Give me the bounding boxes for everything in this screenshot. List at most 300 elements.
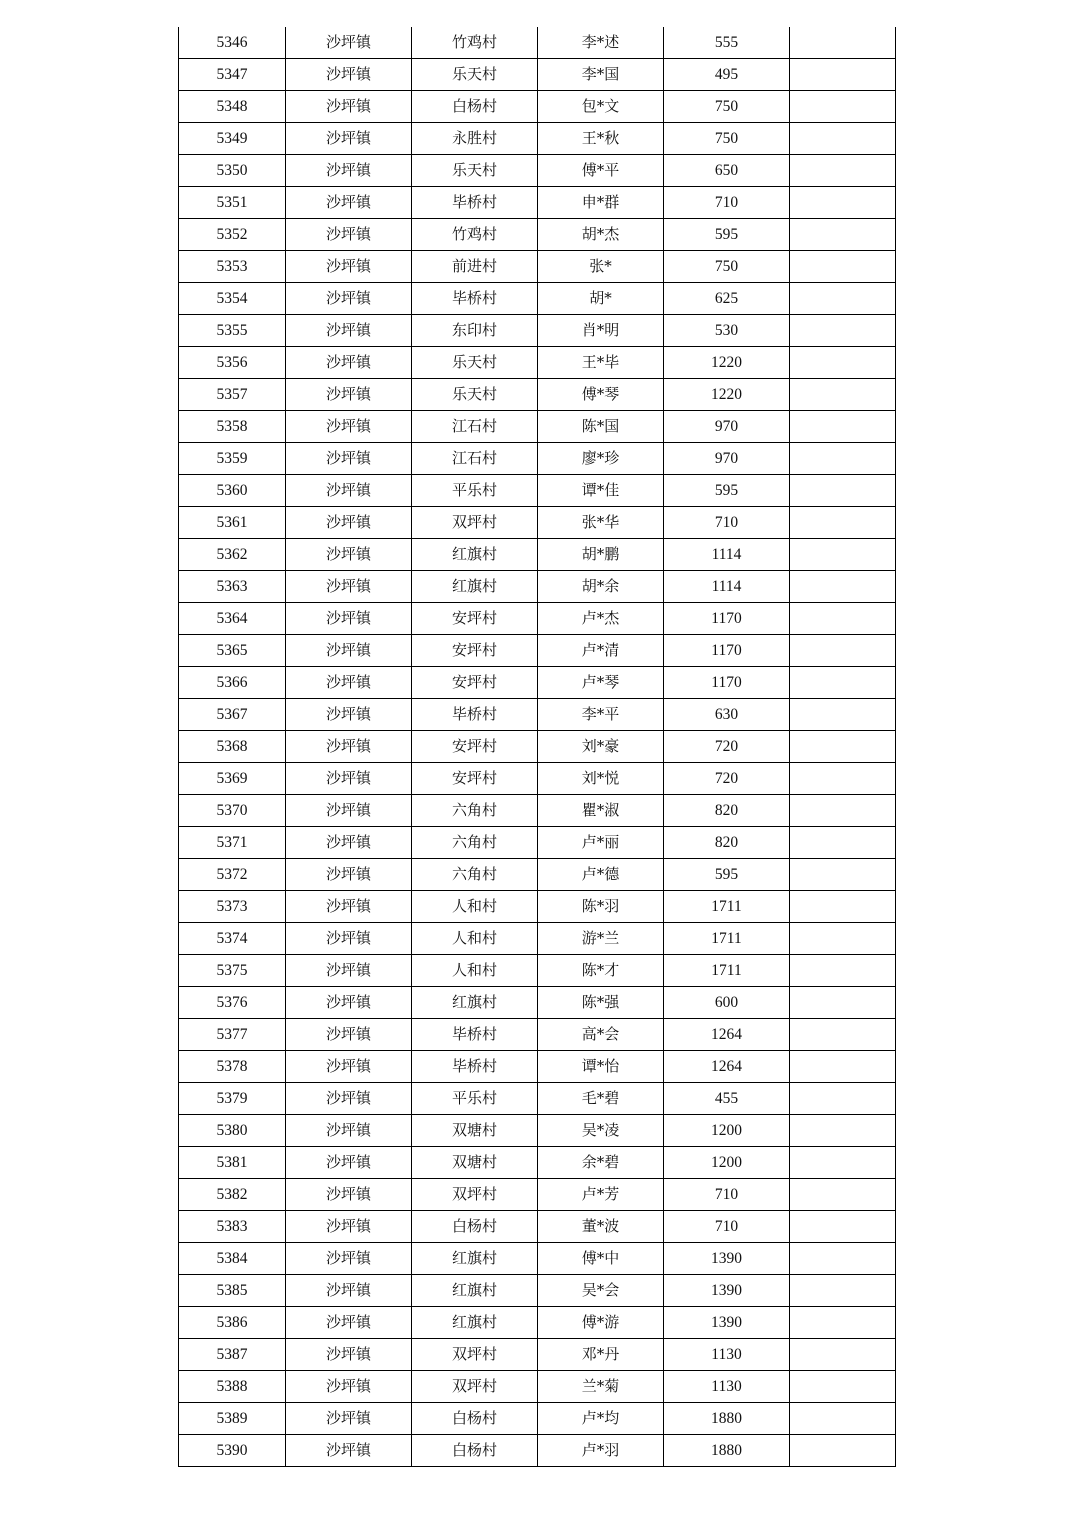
note-cell xyxy=(790,667,896,699)
note-cell xyxy=(790,315,896,347)
table-body xyxy=(179,27,896,1467)
person-name-cell: 胡*杰 xyxy=(538,219,664,251)
person-name-cell: 李*国 xyxy=(538,59,664,91)
person-name-cell: 张* xyxy=(538,251,664,283)
amount-cell: 495 xyxy=(664,59,790,91)
person-name-cell: 瞿*淑 xyxy=(538,795,664,827)
row-number-cell: 5373 xyxy=(179,891,286,923)
table-row xyxy=(179,1147,896,1179)
table-row xyxy=(179,187,896,219)
row-number-cell: 5383 xyxy=(179,1211,286,1243)
village-cell: 六角村 xyxy=(412,859,538,891)
person-name-cell: 李*平 xyxy=(538,699,664,731)
person-name-cell: 吴*凌 xyxy=(538,1115,664,1147)
village-cell: 乐天村 xyxy=(412,347,538,379)
village-cell: 东印村 xyxy=(412,315,538,347)
person-name-cell: 董*波 xyxy=(538,1211,664,1243)
amount-cell: 970 xyxy=(664,443,790,475)
note-cell xyxy=(790,379,896,411)
person-name-cell: 余*碧 xyxy=(538,1147,664,1179)
table-row xyxy=(179,571,896,603)
town-cell: 沙坪镇 xyxy=(286,539,412,571)
table-row xyxy=(179,1403,896,1435)
table-row xyxy=(179,827,896,859)
note-cell xyxy=(790,59,896,91)
table-row xyxy=(179,155,896,187)
village-cell: 红旗村 xyxy=(412,987,538,1019)
town-cell: 沙坪镇 xyxy=(286,507,412,539)
table-row xyxy=(179,1275,896,1307)
note-cell xyxy=(790,155,896,187)
note-cell xyxy=(790,571,896,603)
row-number-cell: 5374 xyxy=(179,923,286,955)
row-number-cell: 5376 xyxy=(179,987,286,1019)
note-cell xyxy=(790,1211,896,1243)
town-cell: 沙坪镇 xyxy=(286,571,412,603)
table-row xyxy=(179,123,896,155)
village-cell: 永胜村 xyxy=(412,123,538,155)
table-row xyxy=(179,539,896,571)
table-row xyxy=(179,1179,896,1211)
person-name-cell: 包*文 xyxy=(538,91,664,123)
table-row xyxy=(179,443,896,475)
village-cell: 竹鸡村 xyxy=(412,27,538,59)
village-cell: 红旗村 xyxy=(412,1307,538,1339)
note-cell xyxy=(790,1371,896,1403)
row-number-cell: 5360 xyxy=(179,475,286,507)
note-cell xyxy=(790,1115,896,1147)
village-cell: 平乐村 xyxy=(412,475,538,507)
town-cell: 沙坪镇 xyxy=(286,891,412,923)
amount-cell: 1200 xyxy=(664,1147,790,1179)
amount-cell: 1711 xyxy=(664,891,790,923)
town-cell: 沙坪镇 xyxy=(286,315,412,347)
person-name-cell: 胡*鹏 xyxy=(538,539,664,571)
person-name-cell: 傅*平 xyxy=(538,155,664,187)
amount-cell: 1114 xyxy=(664,571,790,603)
village-cell: 人和村 xyxy=(412,923,538,955)
note-cell xyxy=(790,603,896,635)
person-name-cell: 陈*国 xyxy=(538,411,664,443)
amount-cell: 1390 xyxy=(664,1243,790,1275)
document-page xyxy=(178,27,895,1467)
amount-cell: 555 xyxy=(664,27,790,59)
person-name-cell: 吴*会 xyxy=(538,1275,664,1307)
town-cell: 沙坪镇 xyxy=(286,347,412,379)
amount-cell: 595 xyxy=(664,219,790,251)
village-cell: 竹鸡村 xyxy=(412,219,538,251)
amount-cell: 750 xyxy=(664,251,790,283)
town-cell: 沙坪镇 xyxy=(286,1019,412,1051)
amount-cell: 1170 xyxy=(664,635,790,667)
row-number-cell: 5349 xyxy=(179,123,286,155)
town-cell: 沙坪镇 xyxy=(286,219,412,251)
amount-cell: 630 xyxy=(664,699,790,731)
person-name-cell: 谭*佳 xyxy=(538,475,664,507)
records-table xyxy=(178,27,896,1467)
town-cell: 沙坪镇 xyxy=(286,1243,412,1275)
town-cell: 沙坪镇 xyxy=(286,731,412,763)
row-number-cell: 5390 xyxy=(179,1435,286,1467)
row-number-cell: 5365 xyxy=(179,635,286,667)
row-number-cell: 5352 xyxy=(179,219,286,251)
table-row xyxy=(179,347,896,379)
table-row xyxy=(179,219,896,251)
village-cell: 红旗村 xyxy=(412,1243,538,1275)
note-cell xyxy=(790,1275,896,1307)
village-cell: 双坪村 xyxy=(412,1179,538,1211)
village-cell: 安坪村 xyxy=(412,667,538,699)
town-cell: 沙坪镇 xyxy=(286,187,412,219)
town-cell: 沙坪镇 xyxy=(286,1275,412,1307)
village-cell: 白杨村 xyxy=(412,91,538,123)
village-cell: 双塘村 xyxy=(412,1115,538,1147)
note-cell xyxy=(790,475,896,507)
person-name-cell: 傅*游 xyxy=(538,1307,664,1339)
amount-cell: 1390 xyxy=(664,1307,790,1339)
note-cell xyxy=(790,507,896,539)
note-cell xyxy=(790,923,896,955)
note-cell xyxy=(790,411,896,443)
town-cell: 沙坪镇 xyxy=(286,1435,412,1467)
table-row xyxy=(179,411,896,443)
person-name-cell: 高*会 xyxy=(538,1019,664,1051)
note-cell xyxy=(790,635,896,667)
village-cell: 江石村 xyxy=(412,411,538,443)
person-name-cell: 李*述 xyxy=(538,27,664,59)
town-cell: 沙坪镇 xyxy=(286,411,412,443)
note-cell xyxy=(790,251,896,283)
village-cell: 毕桥村 xyxy=(412,699,538,731)
village-cell: 安坪村 xyxy=(412,763,538,795)
town-cell: 沙坪镇 xyxy=(286,1115,412,1147)
row-number-cell: 5363 xyxy=(179,571,286,603)
town-cell: 沙坪镇 xyxy=(286,1403,412,1435)
table-row xyxy=(179,603,896,635)
village-cell: 白杨村 xyxy=(412,1435,538,1467)
table-row xyxy=(179,1435,896,1467)
amount-cell: 1200 xyxy=(664,1115,790,1147)
person-name-cell: 游*兰 xyxy=(538,923,664,955)
town-cell: 沙坪镇 xyxy=(286,443,412,475)
amount-cell: 720 xyxy=(664,763,790,795)
table-row xyxy=(179,923,896,955)
town-cell: 沙坪镇 xyxy=(286,827,412,859)
row-number-cell: 5354 xyxy=(179,283,286,315)
village-cell: 安坪村 xyxy=(412,731,538,763)
table-row xyxy=(179,379,896,411)
amount-cell: 1114 xyxy=(664,539,790,571)
amount-cell: 820 xyxy=(664,827,790,859)
village-cell: 安坪村 xyxy=(412,603,538,635)
town-cell: 沙坪镇 xyxy=(286,1339,412,1371)
table-row xyxy=(179,891,896,923)
amount-cell: 595 xyxy=(664,859,790,891)
amount-cell: 1264 xyxy=(664,1019,790,1051)
village-cell: 毕桥村 xyxy=(412,1019,538,1051)
row-number-cell: 5351 xyxy=(179,187,286,219)
row-number-cell: 5356 xyxy=(179,347,286,379)
village-cell: 双坪村 xyxy=(412,1339,538,1371)
village-cell: 前进村 xyxy=(412,251,538,283)
note-cell xyxy=(790,27,896,59)
table-row xyxy=(179,795,896,827)
table-row xyxy=(179,283,896,315)
amount-cell: 710 xyxy=(664,187,790,219)
row-number-cell: 5350 xyxy=(179,155,286,187)
row-number-cell: 5370 xyxy=(179,795,286,827)
note-cell xyxy=(790,1339,896,1371)
town-cell: 沙坪镇 xyxy=(286,795,412,827)
row-number-cell: 5380 xyxy=(179,1115,286,1147)
person-name-cell: 卢*杰 xyxy=(538,603,664,635)
village-cell: 平乐村 xyxy=(412,1083,538,1115)
row-number-cell: 5385 xyxy=(179,1275,286,1307)
person-name-cell: 兰*菊 xyxy=(538,1371,664,1403)
town-cell: 沙坪镇 xyxy=(286,1147,412,1179)
person-name-cell: 肖*明 xyxy=(538,315,664,347)
row-number-cell: 5359 xyxy=(179,443,286,475)
person-name-cell: 胡*余 xyxy=(538,571,664,603)
town-cell: 沙坪镇 xyxy=(286,763,412,795)
note-cell xyxy=(790,1051,896,1083)
village-cell: 毕桥村 xyxy=(412,1051,538,1083)
amount-cell: 820 xyxy=(664,795,790,827)
amount-cell: 455 xyxy=(664,1083,790,1115)
amount-cell: 1220 xyxy=(664,347,790,379)
row-number-cell: 5361 xyxy=(179,507,286,539)
table-row xyxy=(179,507,896,539)
town-cell: 沙坪镇 xyxy=(286,1083,412,1115)
row-number-cell: 5382 xyxy=(179,1179,286,1211)
amount-cell: 1170 xyxy=(664,667,790,699)
town-cell: 沙坪镇 xyxy=(286,1371,412,1403)
table-row xyxy=(179,1019,896,1051)
row-number-cell: 5346 xyxy=(179,27,286,59)
note-cell xyxy=(790,827,896,859)
village-cell: 红旗村 xyxy=(412,1275,538,1307)
amount-cell: 1390 xyxy=(664,1275,790,1307)
person-name-cell: 王*毕 xyxy=(538,347,664,379)
town-cell: 沙坪镇 xyxy=(286,859,412,891)
row-number-cell: 5372 xyxy=(179,859,286,891)
person-name-cell: 卢*琴 xyxy=(538,667,664,699)
person-name-cell: 刘*悦 xyxy=(538,763,664,795)
table-row xyxy=(179,955,896,987)
town-cell: 沙坪镇 xyxy=(286,379,412,411)
row-number-cell: 5378 xyxy=(179,1051,286,1083)
village-cell: 毕桥村 xyxy=(412,187,538,219)
row-number-cell: 5369 xyxy=(179,763,286,795)
row-number-cell: 5357 xyxy=(179,379,286,411)
note-cell xyxy=(790,955,896,987)
note-cell xyxy=(790,1435,896,1467)
amount-cell: 1130 xyxy=(664,1339,790,1371)
row-number-cell: 5353 xyxy=(179,251,286,283)
row-number-cell: 5389 xyxy=(179,1403,286,1435)
note-cell xyxy=(790,1019,896,1051)
person-name-cell: 廖*珍 xyxy=(538,443,664,475)
person-name-cell: 张*华 xyxy=(538,507,664,539)
note-cell xyxy=(790,1307,896,1339)
table-row xyxy=(179,315,896,347)
town-cell: 沙坪镇 xyxy=(286,987,412,1019)
town-cell: 沙坪镇 xyxy=(286,635,412,667)
town-cell: 沙坪镇 xyxy=(286,667,412,699)
table-row xyxy=(179,1051,896,1083)
note-cell xyxy=(790,763,896,795)
amount-cell: 650 xyxy=(664,155,790,187)
row-number-cell: 5387 xyxy=(179,1339,286,1371)
town-cell: 沙坪镇 xyxy=(286,923,412,955)
note-cell xyxy=(790,699,896,731)
table-row xyxy=(179,1243,896,1275)
row-number-cell: 5375 xyxy=(179,955,286,987)
person-name-cell: 卢*芳 xyxy=(538,1179,664,1211)
amount-cell: 710 xyxy=(664,1179,790,1211)
table-row xyxy=(179,763,896,795)
row-number-cell: 5371 xyxy=(179,827,286,859)
row-number-cell: 5364 xyxy=(179,603,286,635)
person-name-cell: 陈*羽 xyxy=(538,891,664,923)
amount-cell: 1880 xyxy=(664,1435,790,1467)
note-cell xyxy=(790,1403,896,1435)
note-cell xyxy=(790,1147,896,1179)
amount-cell: 750 xyxy=(664,123,790,155)
village-cell: 安坪村 xyxy=(412,635,538,667)
person-name-cell: 卢*均 xyxy=(538,1403,664,1435)
table-row xyxy=(179,475,896,507)
village-cell: 双坪村 xyxy=(412,1371,538,1403)
town-cell: 沙坪镇 xyxy=(286,59,412,91)
note-cell xyxy=(790,1179,896,1211)
town-cell: 沙坪镇 xyxy=(286,283,412,315)
table-row xyxy=(179,987,896,1019)
note-cell xyxy=(790,443,896,475)
town-cell: 沙坪镇 xyxy=(286,123,412,155)
person-name-cell: 陈*强 xyxy=(538,987,664,1019)
note-cell xyxy=(790,91,896,123)
table-row xyxy=(179,667,896,699)
amount-cell: 710 xyxy=(664,1211,790,1243)
table-row xyxy=(179,1083,896,1115)
row-number-cell: 5381 xyxy=(179,1147,286,1179)
person-name-cell: 毛*碧 xyxy=(538,1083,664,1115)
person-name-cell: 卢*羽 xyxy=(538,1435,664,1467)
village-cell: 六角村 xyxy=(412,827,538,859)
amount-cell: 720 xyxy=(664,731,790,763)
town-cell: 沙坪镇 xyxy=(286,699,412,731)
town-cell: 沙坪镇 xyxy=(286,155,412,187)
amount-cell: 595 xyxy=(664,475,790,507)
village-cell: 白杨村 xyxy=(412,1403,538,1435)
row-number-cell: 5367 xyxy=(179,699,286,731)
amount-cell: 625 xyxy=(664,283,790,315)
table-row xyxy=(179,1307,896,1339)
amount-cell: 1711 xyxy=(664,923,790,955)
village-cell: 双坪村 xyxy=(412,507,538,539)
note-cell xyxy=(790,891,896,923)
village-cell: 双塘村 xyxy=(412,1147,538,1179)
row-number-cell: 5388 xyxy=(179,1371,286,1403)
amount-cell: 970 xyxy=(664,411,790,443)
amount-cell: 530 xyxy=(664,315,790,347)
amount-cell: 1711 xyxy=(664,955,790,987)
town-cell: 沙坪镇 xyxy=(286,27,412,59)
amount-cell: 1130 xyxy=(664,1371,790,1403)
note-cell xyxy=(790,283,896,315)
town-cell: 沙坪镇 xyxy=(286,91,412,123)
row-number-cell: 5386 xyxy=(179,1307,286,1339)
row-number-cell: 5362 xyxy=(179,539,286,571)
person-name-cell: 卢*清 xyxy=(538,635,664,667)
village-cell: 乐天村 xyxy=(412,59,538,91)
village-cell: 红旗村 xyxy=(412,571,538,603)
village-cell: 乐天村 xyxy=(412,155,538,187)
village-cell: 江石村 xyxy=(412,443,538,475)
person-name-cell: 谭*怡 xyxy=(538,1051,664,1083)
note-cell xyxy=(790,1243,896,1275)
person-name-cell: 陈*才 xyxy=(538,955,664,987)
village-cell: 乐天村 xyxy=(412,379,538,411)
amount-cell: 600 xyxy=(664,987,790,1019)
table-row xyxy=(179,699,896,731)
row-number-cell: 5348 xyxy=(179,91,286,123)
table-row xyxy=(179,251,896,283)
note-cell xyxy=(790,795,896,827)
person-name-cell: 邓*丹 xyxy=(538,1339,664,1371)
person-name-cell: 傅*中 xyxy=(538,1243,664,1275)
person-name-cell: 卢*丽 xyxy=(538,827,664,859)
note-cell xyxy=(790,219,896,251)
note-cell xyxy=(790,347,896,379)
table-row xyxy=(179,1339,896,1371)
town-cell: 沙坪镇 xyxy=(286,1307,412,1339)
amount-cell: 1880 xyxy=(664,1403,790,1435)
town-cell: 沙坪镇 xyxy=(286,955,412,987)
person-name-cell: 申*群 xyxy=(538,187,664,219)
row-number-cell: 5358 xyxy=(179,411,286,443)
note-cell xyxy=(790,859,896,891)
table-row xyxy=(179,27,896,59)
row-number-cell: 5379 xyxy=(179,1083,286,1115)
note-cell xyxy=(790,1083,896,1115)
amount-cell: 750 xyxy=(664,91,790,123)
table-row xyxy=(179,635,896,667)
row-number-cell: 5355 xyxy=(179,315,286,347)
village-cell: 白杨村 xyxy=(412,1211,538,1243)
village-cell: 红旗村 xyxy=(412,539,538,571)
note-cell xyxy=(790,731,896,763)
village-cell: 人和村 xyxy=(412,891,538,923)
person-name-cell: 卢*德 xyxy=(538,859,664,891)
row-number-cell: 5366 xyxy=(179,667,286,699)
row-number-cell: 5347 xyxy=(179,59,286,91)
village-cell: 人和村 xyxy=(412,955,538,987)
table-row xyxy=(179,91,896,123)
table-row xyxy=(179,731,896,763)
town-cell: 沙坪镇 xyxy=(286,1179,412,1211)
village-cell: 毕桥村 xyxy=(412,283,538,315)
amount-cell: 1220 xyxy=(664,379,790,411)
table-row xyxy=(179,859,896,891)
town-cell: 沙坪镇 xyxy=(286,1051,412,1083)
row-number-cell: 5384 xyxy=(179,1243,286,1275)
row-number-cell: 5368 xyxy=(179,731,286,763)
table-row xyxy=(179,1115,896,1147)
town-cell: 沙坪镇 xyxy=(286,251,412,283)
person-name-cell: 傅*琴 xyxy=(538,379,664,411)
